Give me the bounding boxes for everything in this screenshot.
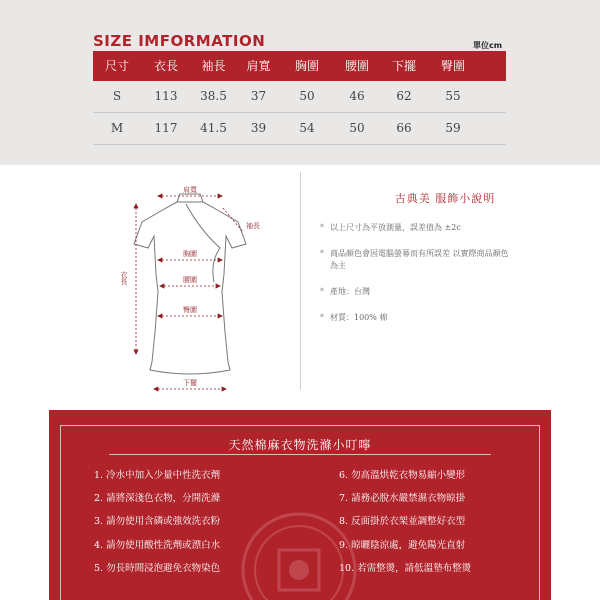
header-cell: 袖長 [201, 59, 226, 73]
waist-label: 腰圍 [183, 276, 197, 284]
care-list-left [94, 468, 220, 584]
table-cell: 55 [445, 89, 461, 103]
table-cell: 50 [349, 121, 365, 135]
note-item: * 材質：100% 棉 [320, 313, 388, 322]
table-cell: 54 [299, 121, 315, 135]
care-item: 1. 冷水中加入少量中性洗衣劑 [94, 470, 221, 481]
header-cell: 胸圍 [294, 59, 319, 73]
table-cell: 66 [396, 121, 412, 135]
notes-panel [320, 190, 570, 338]
asterisk-icon: * [320, 249, 324, 258]
care-item: 6. 勿高溫烘乾衣物易縮小變形 [339, 470, 466, 481]
size-table-header [93, 51, 506, 81]
table-cell: 37 [250, 89, 267, 103]
table-cell: M [110, 121, 124, 135]
note-item: * 商品顏色會因電腦螢幕而有所誤差 以實際商品顏色為主 [320, 249, 509, 270]
unit-label: 單位cm [473, 41, 503, 50]
care-item: 7. 請務必脫水嚴禁濕衣物晾掛 [339, 493, 466, 505]
table-cell: 59 [445, 121, 461, 135]
header-cell: 尺寸 [104, 59, 129, 73]
dress-outline [134, 202, 246, 374]
asterisk-icon: * [320, 313, 324, 322]
care-item: 8. 反面掛於衣架並調整好衣型 [339, 516, 466, 528]
size-title: SIZE IMFORMATION [93, 32, 266, 50]
notes-title: 古典美 服飾小說明 [394, 192, 496, 205]
care-item: 2. 請將深淺色衣物，分開洗滌 [94, 493, 221, 505]
care-list-right [339, 468, 471, 584]
note-item: * 以上尺寸為平放測量，誤差值為 ±2c [320, 223, 461, 232]
table-cell: 38.5 [200, 89, 227, 103]
table-row [93, 113, 506, 145]
header-cell: 臀圍 [440, 59, 465, 73]
care-item: 3. 請勿使用含磷或強效洗衣粉 [94, 516, 221, 528]
table-cell: 46 [349, 89, 365, 103]
care-item: 9. 晾曬陰涼處，避免陽光直射 [339, 539, 466, 551]
header-cell: 衣長 [153, 59, 178, 73]
collar-outline [177, 194, 203, 202]
sleeve-label: 袖長 [246, 222, 260, 230]
table-cell: 117 [154, 121, 178, 135]
garment-diagram [110, 182, 290, 402]
hem-label: 下擺 [183, 379, 197, 387]
chest-label: 胸圍 [183, 250, 197, 258]
header-cell: 肩寬 [246, 59, 271, 73]
table-cell: 39 [250, 121, 267, 135]
care-item: 10. 若需整燙，請低溫墊布整燙 [339, 562, 472, 574]
table-cell: 113 [154, 89, 178, 103]
length-label: 衣長 [120, 271, 128, 285]
size-section [0, 0, 600, 165]
asterisk-icon: * [320, 223, 324, 232]
table-cell: 41.5 [200, 121, 227, 135]
care-item: 4. 請勿使用酸性洗劑或漂白水 [94, 539, 221, 551]
care-title: 天然棉麻衣物洗滌小叮嚀 [228, 438, 372, 452]
care-title-underline [109, 454, 491, 455]
table-cell: 50 [299, 89, 315, 103]
header-cell: 下擺 [391, 59, 416, 73]
size-table [93, 51, 506, 145]
asterisk-icon: * [320, 287, 324, 296]
hip-label: 臀圍 [183, 306, 197, 314]
table-cell: S [112, 89, 122, 103]
header-cell: 腰圍 [344, 59, 369, 73]
care-section [49, 410, 551, 600]
table-row [93, 81, 506, 113]
care-item: 5. 勿長時間浸泡避免衣物染色 [94, 562, 221, 574]
table-cell: 62 [396, 89, 412, 103]
front-placket-line [186, 204, 220, 282]
note-item: * 產地：台灣 [320, 287, 370, 296]
shoulder-label: 肩寬 [183, 186, 197, 194]
vertical-divider [300, 172, 301, 390]
